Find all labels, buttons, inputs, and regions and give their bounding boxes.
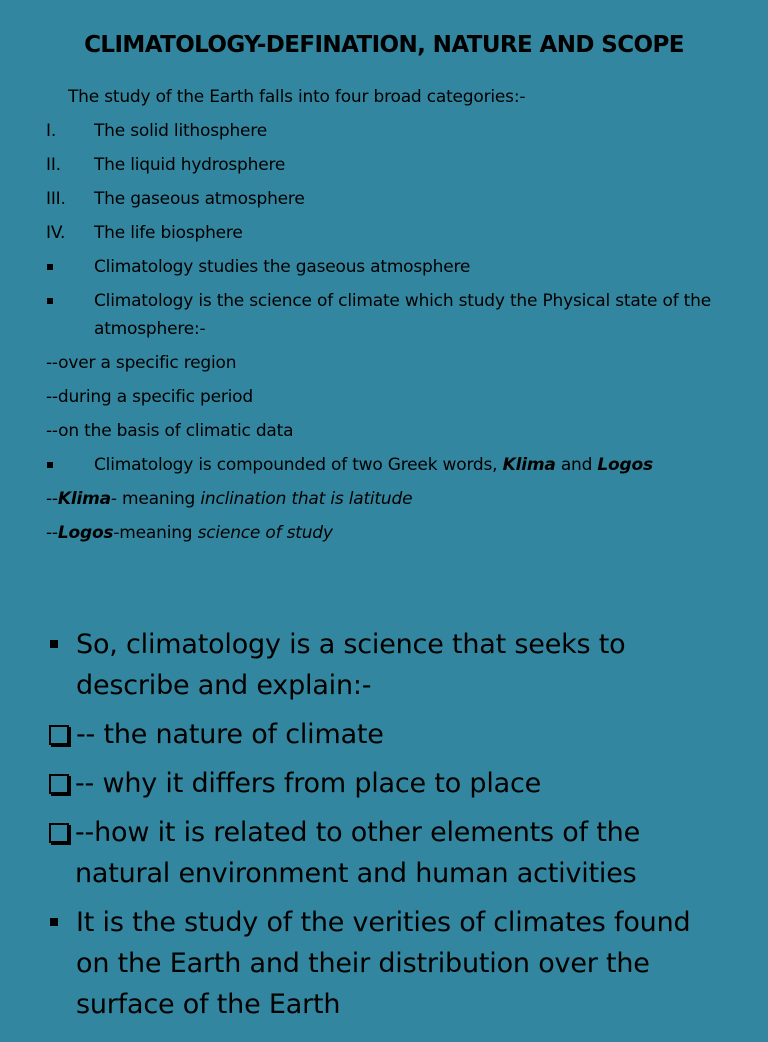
- checkbox-bullet-icon: [49, 823, 69, 843]
- category-number: IV.: [46, 223, 66, 243]
- logos-mid: -meaning: [113, 523, 198, 543]
- square-bullet-icon: [47, 264, 53, 270]
- greek-and: and: [555, 455, 598, 475]
- dash-line: --over a specific region: [46, 353, 237, 373]
- category-text: The solid lithosphere: [94, 121, 267, 141]
- klima-meaning: inclination that is latitude: [200, 489, 413, 509]
- greek-text: [94, 451, 653, 479]
- slide-title: CLIMATOLOGY-DEFINATION, NATURE AND SCOPE: [84, 32, 684, 58]
- bullet-item: [0, 253, 768, 287]
- category-text: The life biosphere: [94, 223, 243, 243]
- checkbox-item-text: --how it is related to other elements of the natural environment and human activities: [75, 817, 640, 889]
- checkbox-item-text: -- the nature of climate: [76, 719, 384, 750]
- checkbox-bullet-icon: [49, 774, 69, 794]
- bullet-item-greek: [0, 451, 768, 485]
- checkbox-item: [0, 812, 768, 902]
- square-bullet-icon: [50, 640, 58, 648]
- large-bullet-text: So, climatology is a science that seeks to describe and explain:-: [76, 629, 626, 701]
- dash-line: --during a specific period: [46, 387, 253, 407]
- category-number: I.: [46, 121, 57, 141]
- large-bullet-item: [0, 902, 768, 1042]
- checkbox-item-text: -- why it differs from place to place: [75, 768, 542, 799]
- checkbox-item: [0, 714, 768, 763]
- bullet-text: Climatology is the science of climate which study the Physical state of the atmosphere:-: [94, 291, 711, 339]
- checkbox-item: [0, 763, 768, 812]
- logos-dash: --: [46, 523, 58, 543]
- lower-content: [0, 624, 768, 1042]
- greek-word-logos: Logos: [597, 455, 653, 475]
- category-item: [0, 219, 768, 253]
- logos-meaning-line: [0, 519, 768, 553]
- logos-meaning: science of study: [197, 523, 333, 543]
- upper-content: [0, 83, 768, 553]
- category-text: The gaseous atmosphere: [94, 189, 305, 209]
- bullet-item: [0, 287, 768, 349]
- logos-word: Logos: [57, 523, 114, 543]
- klima-word: Klima: [57, 489, 111, 509]
- klima-dash: --: [46, 489, 58, 509]
- square-bullet-icon: [47, 298, 53, 304]
- intro-text: The study of the Earth falls into four broad categories:-: [68, 87, 526, 107]
- category-item: [0, 117, 768, 151]
- square-bullet-icon: [50, 918, 58, 926]
- greek-prefix: Climatology is compounded of two Greek words,: [94, 455, 503, 475]
- klima-meaning-line: [0, 485, 768, 519]
- large-bullet-text: It is the study of the verities of climates found on the Earth and their distribution over the surface of the Earth: [76, 907, 691, 1020]
- square-bullet-icon: [47, 462, 53, 468]
- greek-word-klima: Klima: [502, 455, 556, 475]
- klima-mid: - meaning: [110, 489, 201, 509]
- large-bullet-item: [0, 624, 768, 714]
- dash-line: --on the basis of climatic data: [46, 421, 294, 441]
- category-text: The liquid hydrosphere: [94, 155, 286, 175]
- bullet-text: Climatology studies the gaseous atmosphere: [94, 257, 471, 277]
- category-item: [0, 185, 768, 219]
- category-number: II.: [46, 155, 61, 175]
- category-item: [0, 151, 768, 185]
- checkbox-bullet-icon: [49, 725, 69, 745]
- category-number: III.: [46, 189, 66, 209]
